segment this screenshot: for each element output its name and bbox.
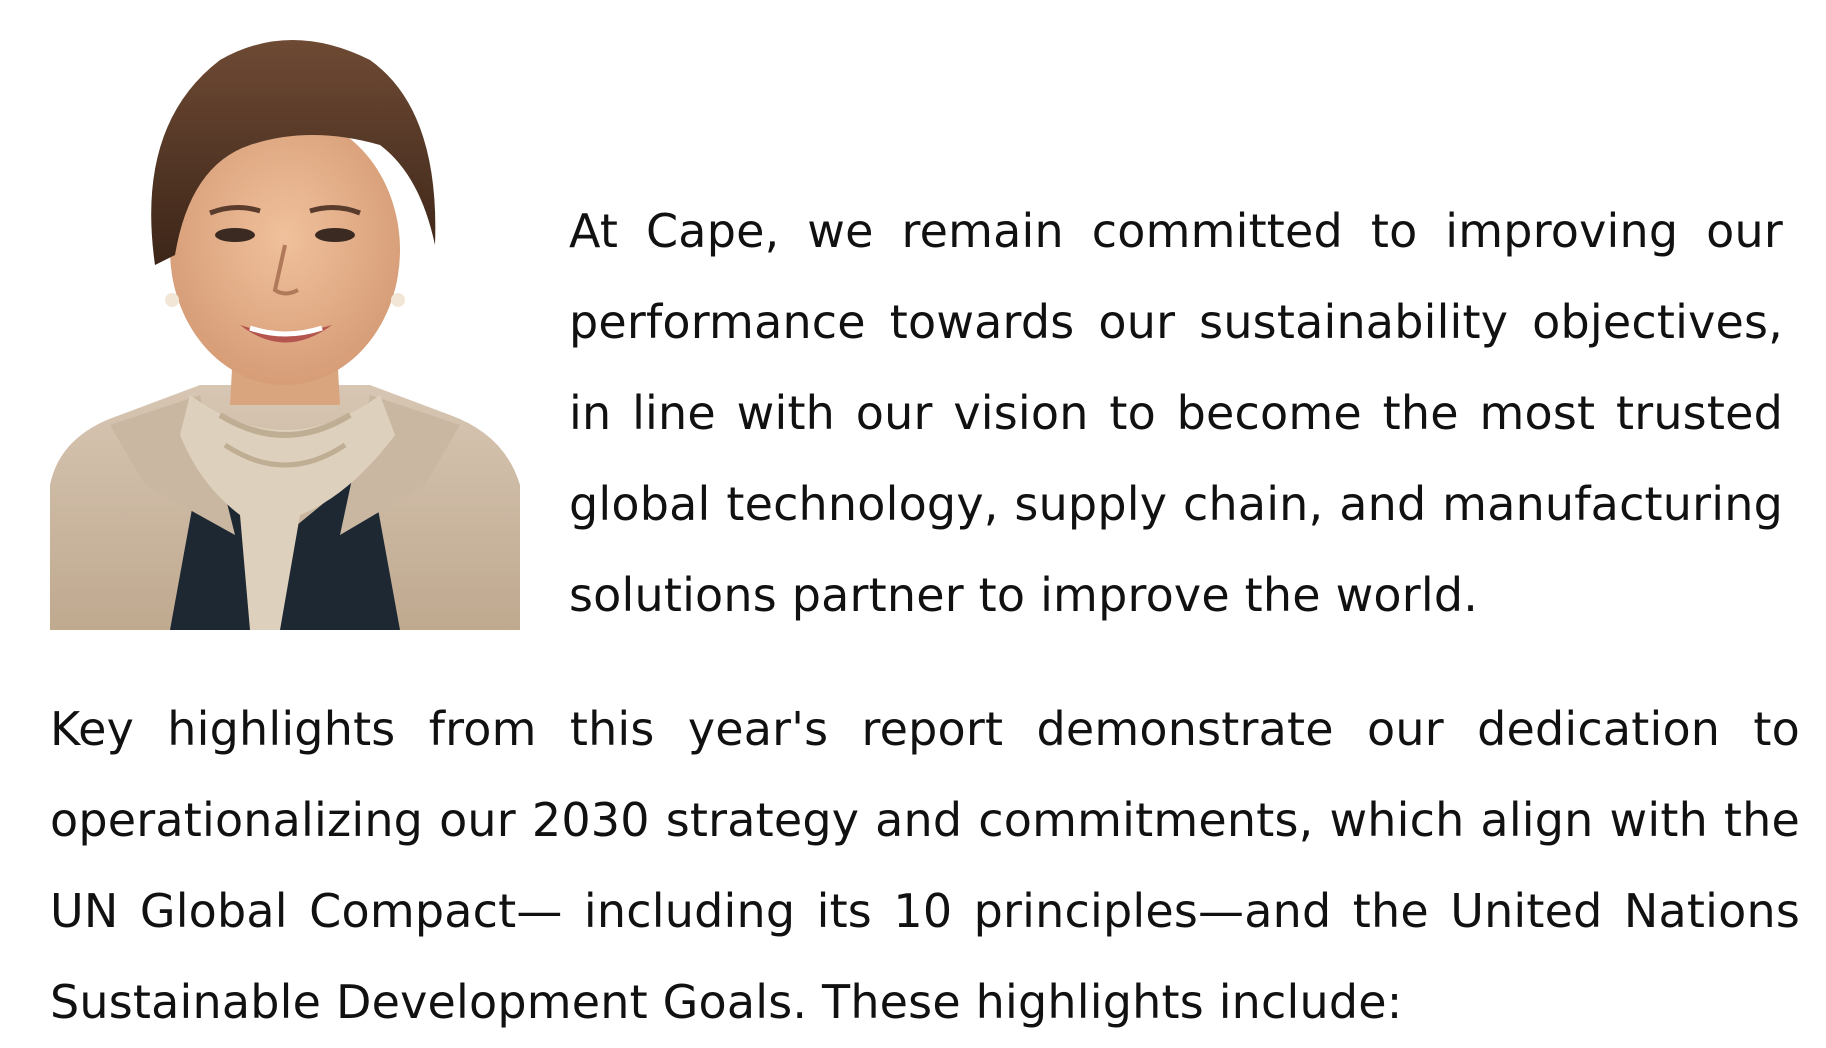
intro-paragraph: At Cape, we remain committed to improving our performance towards our sustainability objectives, in line with our vision to become the most trusted global technology, supply chain, and manufacturing solutions partner to improve the world. — [569, 204, 1783, 622]
portrait-photo — [50, 15, 520, 630]
highlights-paragraph: Key highlights from this year's report demonstrate our dedication to operationalizing our 2030 strategy and commitments, which align with the UN Global Compact— including its 10 principles—and the United Nations Sustainable Development Goals. These highlights include: — [50, 702, 1800, 1029]
person-portrait-icon — [50, 15, 520, 630]
